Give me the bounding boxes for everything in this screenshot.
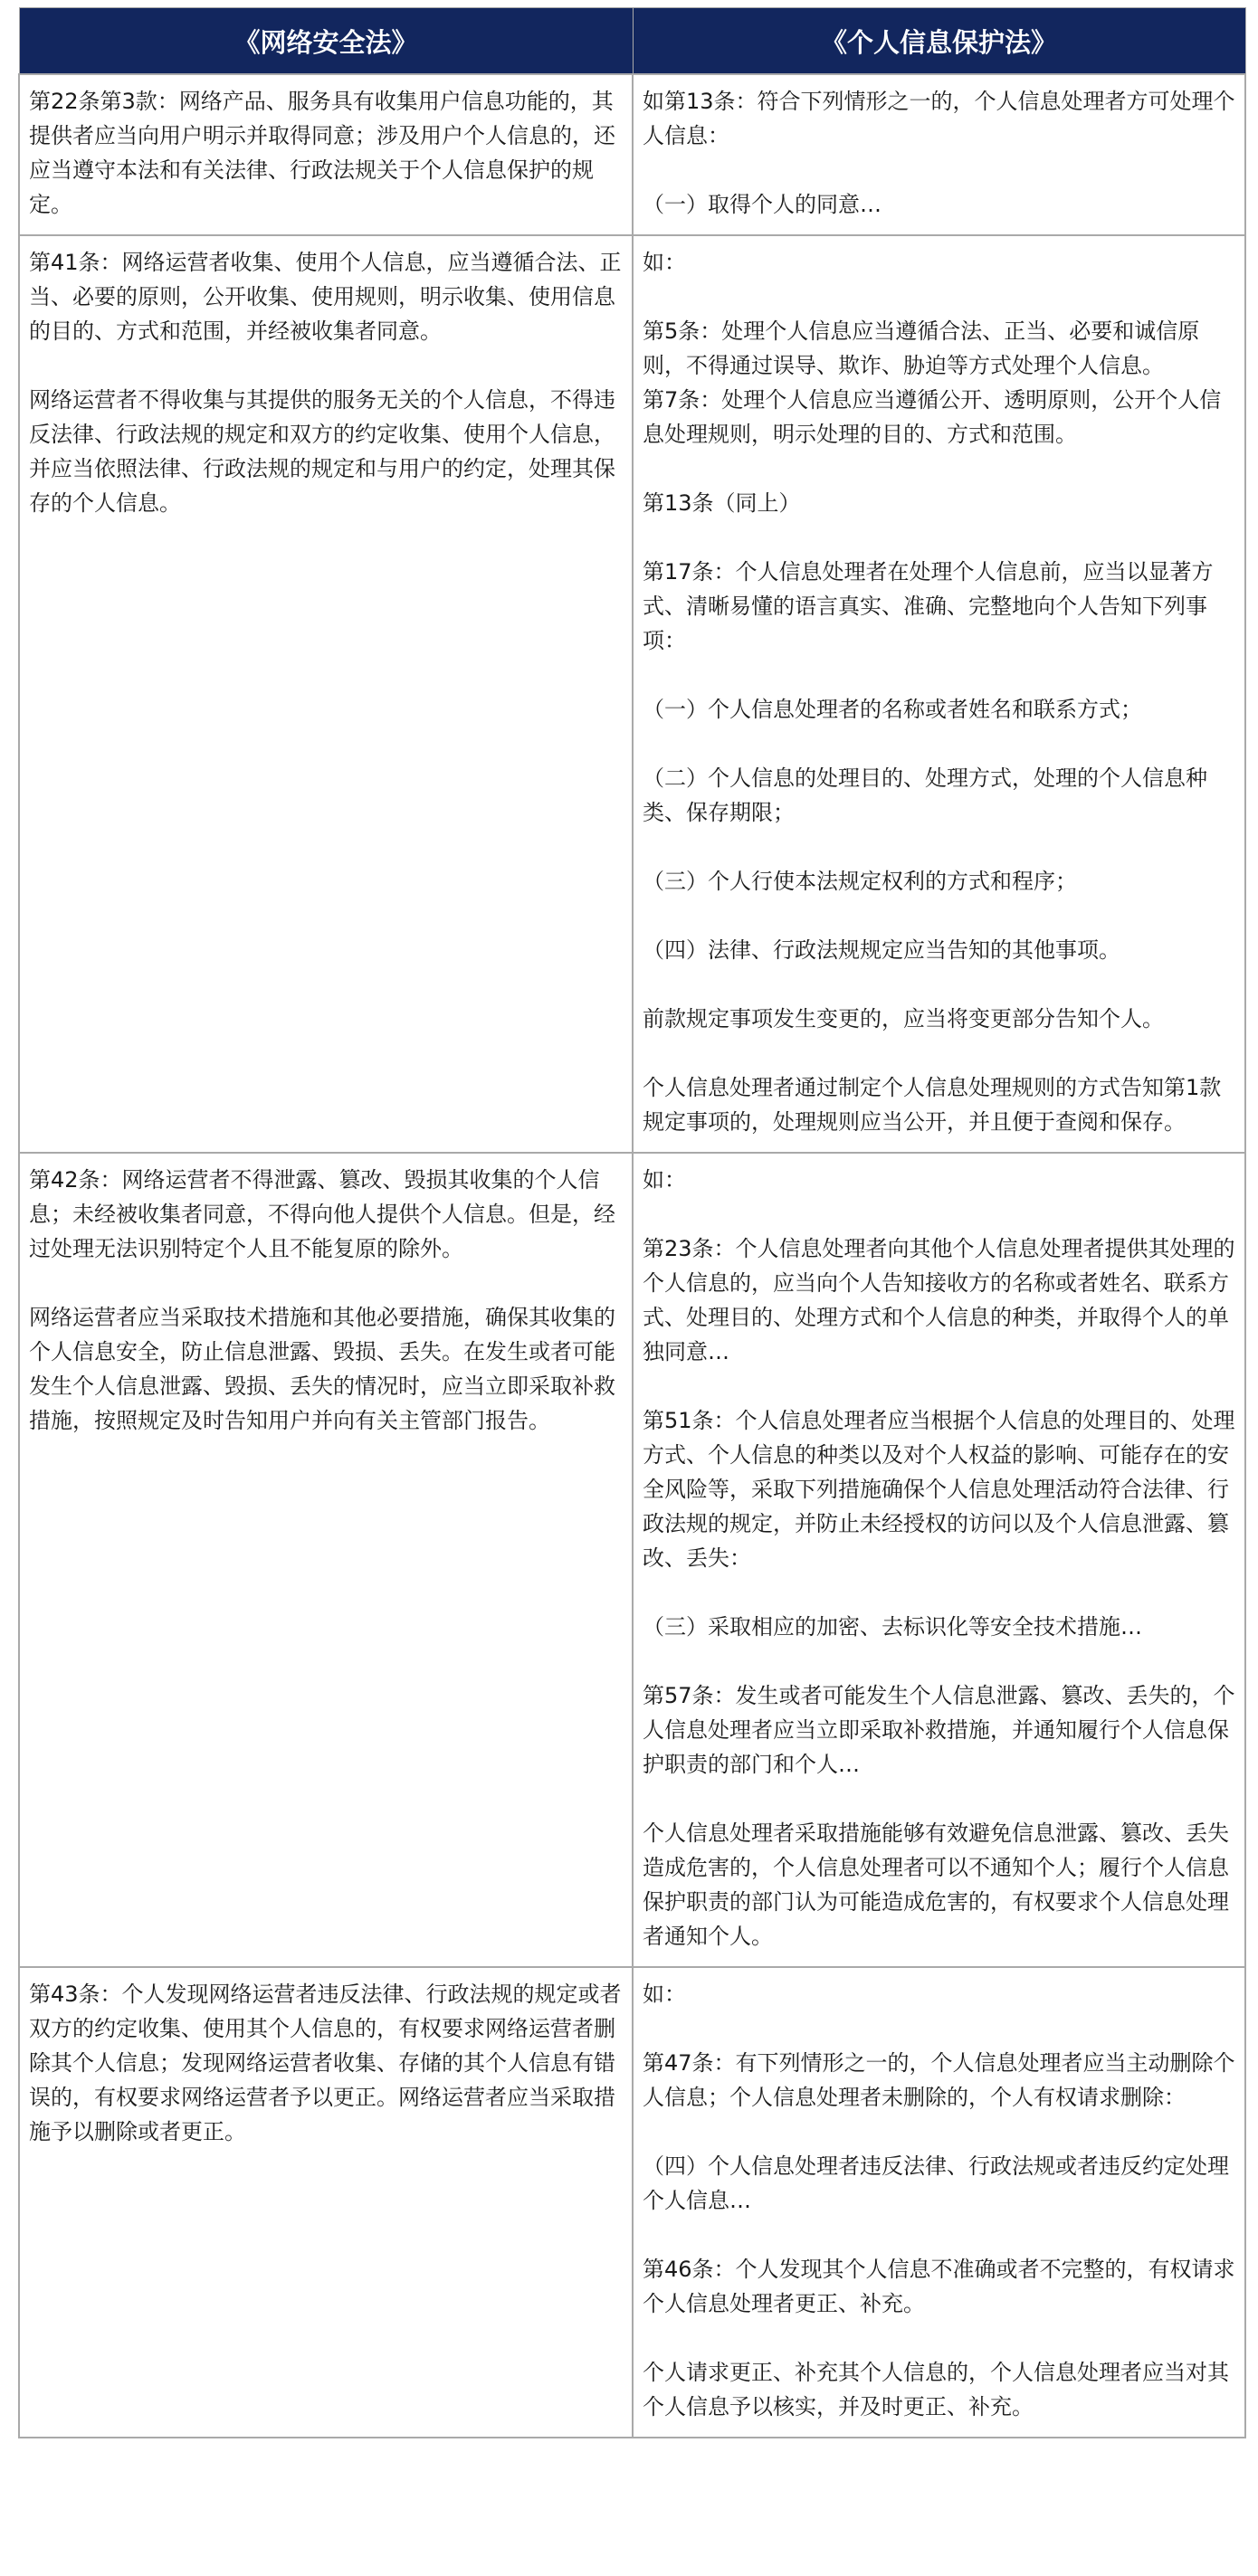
- paragraph-gap: [643, 2321, 1237, 2355]
- cybersecurity-law-cell: [19, 74, 633, 235]
- paragraph-gap: [643, 830, 1237, 864]
- table-row: [19, 235, 1245, 1153]
- paragraph-gap: [643, 967, 1237, 1002]
- article-paragraph: （一）个人信息处理者的名称或者姓名和联系方式；: [643, 697, 1142, 722]
- paragraph-gap: [643, 1369, 1237, 1403]
- article-paragraph: （二）个人信息的处理目的、处理方式，处理的个人信息种类、保存期限；: [643, 765, 1207, 825]
- article-paragraph: （一）取得个人的同意…: [643, 192, 882, 217]
- article-paragraph: 个人信息处理者采取措施能够有效避免信息泄露、篡改、丢失造成危害的，个人信息处理者可以不通知个人；履行个人信息保护职责的部门认为可能造成危害的，有权要求个人信息处理者通知个人。: [643, 1820, 1229, 1949]
- article-paragraph: 网络运营者应当采取技术措施和其他必要措施，确保其收集的个人信息安全，防止信息泄露、毁损、丢失。在发生或者可能发生个人信息泄露、毁损、丢失的情况时，应当立即采取补救措施，按照规定及时告知用户并向有关主管部门报告。: [29, 1305, 615, 1433]
- cybersecurity-law-cell: [19, 1967, 633, 2438]
- personal-info-law-cell: [633, 74, 1245, 235]
- header-personal-info-protection-law: 《个人信息保护法》: [633, 8, 1245, 75]
- law-comparison-table: [18, 7, 1246, 2438]
- article-paragraph: 第51条：个人信息处理者应当根据个人信息的处理目的、处理方式、个人信息的种类以及对个人权益的影响、可能存在的安全风险等，采取下列措施确保个人信息处理活动符合法律、行政法规的规定，并防止未经授权的访问以及个人信息泄露、篡改、丢失：: [643, 1408, 1235, 1571]
- paragraph-gap: [29, 348, 624, 383]
- cybersecurity-law-cell: [19, 1153, 633, 1967]
- paragraph-gap: [643, 2011, 1237, 2046]
- article-paragraph: 第17条：个人信息处理者在处理个人信息前，应当以显著方式、清晰易懂的语言真实、准确、完整地向个人告知下列事项：: [643, 559, 1214, 653]
- article-paragraph: 如：: [643, 250, 686, 275]
- paragraph-gap: [643, 452, 1237, 486]
- article-paragraph: 第57条：发生或者可能发生个人信息泄露、篡改、丢失的，个人信息处理者应当立即采取补救措施，并通知履行个人信息保护职责的部门和个人…: [643, 1683, 1235, 1777]
- table-body: [19, 74, 1245, 2438]
- article-paragraph: 第23条：个人信息处理者向其他个人信息处理者提供其处理的个人信息的，应当向个人告知接收方的名称或者姓名、联系方式、处理目的、处理方式和个人信息的种类，并取得个人的单独同意…: [643, 1236, 1235, 1364]
- article-paragraph: （四）个人信息处理者违反法律、行政法规或者违反约定处理个人信息…: [643, 2153, 1229, 2213]
- table-row: [19, 1153, 1245, 1967]
- paragraph-gap: [29, 1266, 624, 1300]
- paragraph-gap: [643, 1782, 1237, 1816]
- table-row: [19, 1967, 1245, 2438]
- cybersecurity-law-cell: [19, 235, 633, 1153]
- paragraph-gap: [643, 1644, 1237, 1678]
- article-paragraph: 第42条：网络运营者不得泄露、篡改、毁损其收集的个人信息；未经被收集者同意，不得向他人提供个人信息。但是，经过处理无法识别特定个人且不能复原的除外。: [29, 1167, 615, 1261]
- paragraph-gap: [643, 280, 1237, 314]
- personal-info-law-cell: [633, 235, 1245, 1153]
- article-paragraph: 第47条：有下列情形之一的，个人信息处理者应当主动删除个人信息；个人信息处理者未删除的，个人有权请求删除：: [643, 2050, 1235, 2110]
- personal-info-law-cell: [633, 1153, 1245, 1967]
- paragraph-gap: [643, 153, 1237, 187]
- article-paragraph: （三）采取相应的加密、去标识化等安全技术措施…: [643, 1614, 1142, 1640]
- comparison-document: [18, 7, 1244, 2438]
- article-paragraph: （三）个人行使本法规定权利的方式和程序；: [643, 869, 1077, 894]
- article-paragraph: 如：: [643, 1167, 686, 1193]
- article-paragraph: 第41条：网络运营者收集、使用个人信息，应当遵循合法、正当、必要的原则，公开收集、使用规则，明示收集、使用信息的目的、方式和范围，并经被收集者同意。: [29, 250, 622, 344]
- paragraph-gap: [643, 1036, 1237, 1070]
- paragraph-gap: [643, 520, 1237, 555]
- paragraph-gap: [643, 658, 1237, 692]
- article-paragraph: 第43条：个人发现网络运营者违反法律、行政法规的规定或者双方的约定收集、使用其个人信息的，有权要求网络运营者删除其个人信息；发现网络运营者收集、存储的其个人信息有错误的，有权要求网络运营者予以更正。网络运营者应当采取措施予以删除或者更正。: [29, 1982, 622, 2144]
- article-paragraph: 第46条：个人发现其个人信息不准确或者不完整的，有权请求个人信息处理者更正、补充。: [643, 2257, 1235, 2316]
- article-paragraph: 第22条第3款：网络产品、服务具有收集用户信息功能的，其提供者应当向用户明示并取得同意；涉及用户个人信息的，还应当遵守本法和有关法律、行政法规关于个人信息保护的规定。: [29, 89, 615, 217]
- article-paragraph: 个人请求更正、补充其个人信息的，个人信息处理者应当对其个人信息予以核实，并及时更正、补充。: [643, 2360, 1229, 2419]
- article-paragraph: （四）法律、行政法规规定应当告知的其他事项。: [643, 937, 1120, 963]
- paragraph-gap: [643, 727, 1237, 761]
- table-row: [19, 74, 1245, 235]
- article-paragraph: 第7条：处理个人信息应当遵循公开、透明原则，公开个人信息处理规则，明示处理的目的、方式和范围。: [643, 387, 1222, 447]
- article-paragraph: 个人信息处理者通过制定个人信息处理规则的方式告知第1款规定事项的，处理规则应当公开，并且便于查阅和保存。: [643, 1075, 1222, 1135]
- header-cybersecurity-law: 《网络安全法》: [19, 8, 633, 75]
- article-paragraph: 网络运营者不得收集与其提供的服务无关的个人信息，不得违反法律、行政法规的规定和双方的约定收集、使用个人信息，并应当依照法律、行政法规的规定和与用户的约定，处理其保存的个人信息。: [29, 387, 615, 516]
- paragraph-gap: [643, 2115, 1237, 2149]
- article-paragraph: 如第13条：符合下列情形之一的，个人信息处理者方可处理个人信息：: [643, 89, 1235, 148]
- article-paragraph: 如：: [643, 1982, 686, 2007]
- article-paragraph: 第13条（同上）: [643, 490, 801, 516]
- paragraph-gap: [643, 1197, 1237, 1231]
- table-header-row: [19, 8, 1245, 75]
- personal-info-law-cell: [633, 1967, 1245, 2438]
- article-paragraph: 第5条：处理个人信息应当遵循合法、正当、必要和诚信原则，不得通过误导、欺诈、胁迫等方式处理个人信息。: [643, 318, 1200, 378]
- article-paragraph: 前款规定事项发生变更的，应当将变更部分告知个人。: [643, 1006, 1164, 1031]
- paragraph-gap: [643, 1575, 1237, 1610]
- paragraph-gap: [643, 2218, 1237, 2252]
- paragraph-gap: [643, 898, 1237, 933]
